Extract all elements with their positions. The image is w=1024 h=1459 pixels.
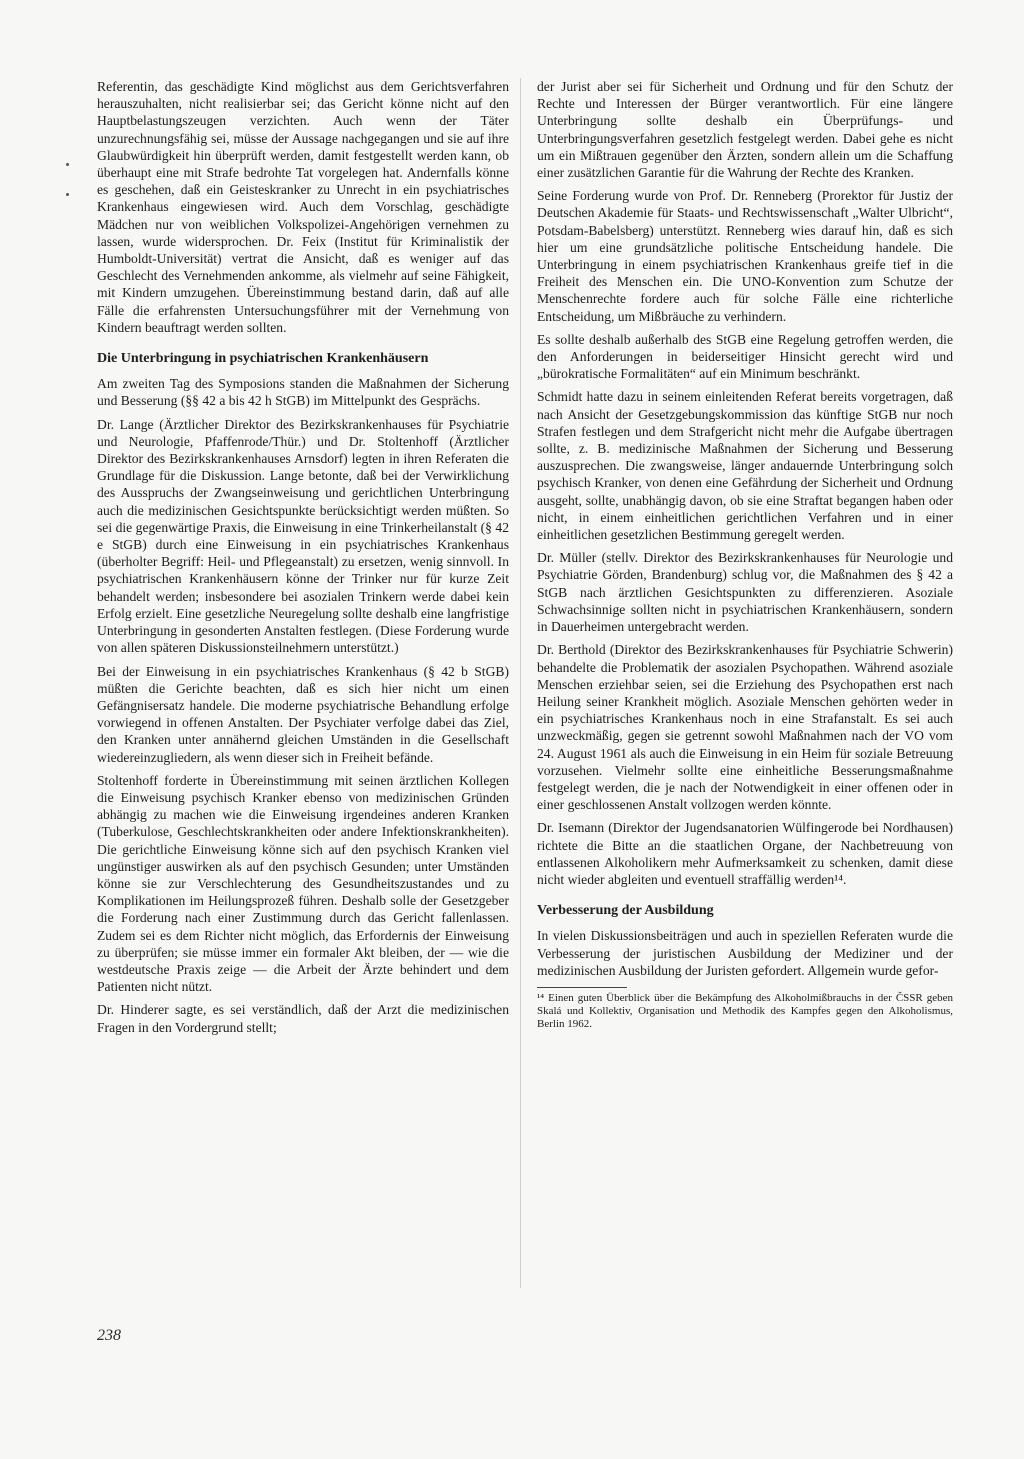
paragraph: Seine Forderung wurde von Prof. Dr. Renneberg (Prorektor für Justiz der Deutschen Akademie für Staats- und Rechtswissenschaft „Walter Ulbricht“, Potsdam-Babelsberg) unterstützt. Renneberg wies darauf hin, daß es sich hier um eine grundsätzliche politische Entscheidung handele. Die Unterbringung in einem psychiatrischen Krankenhaus greife tief in die Freiheit des Menschen ein. Die UNO-Konvention zum Schutze der Menschenrechte fordere auch für solche Fälle eine richterliche Entscheidung, um Mißbräuche zu verhindern. [537,188,953,324]
paragraph: der Jurist aber sei für Sicherheit und Ordnung und für den Schutz der Rechte und Interessen der Bürger verantwortlich. Für eine längere Unterbringung sollte deshalb ein Überprüfungs- und Unterbringungsverfahren gesetzlich festgelegt werden. Dabei gehe es nicht um ein Mißtrauen gegenüber den Ärzten, sondern allein um die Schaffung einer zusätzlichen Garantie für die Wahrung der Rechte des Kranken. [537,79,953,181]
page-number: 238 [97,1327,121,1344]
margin-mark [66,163,69,166]
paragraph: Dr. Müller (stellv. Direktor des Bezirkskrankenhauses für Neurologie und Psychiatrie Görden, Brandenburg) schlug vor, die Maßnahmen des § 42 a StGB nach ärztlichen Gesichtspunkten zu differenzieren. Asoziale Schwachsinnige sollten nicht in psychiatrischen Krankenhäusern, sondern in Dauerheimen untergebracht werden. [537,550,953,635]
paragraph: Bei der Einweisung in ein psychiatrisches Krankenhaus (§ 42 b StGB) müßten die Gerichte beachten, daß es sich hier nicht um einen Gefängnisersatz handele. Die moderne psychiatrische Behandlung erfolge vorwiegend in offenen Anstalten. Der Psychiater verfolge dabei das Ziel, den Kranken unter annähernd gleichen Umständen in die Gesellschaft wiedereinzugliedern, als wenn dieser sich in Freiheit befände. [97,663,509,765]
paragraph: Dr. Berthold (Direktor des Bezirkskrankenhauses für Psychiatrie Schwerin) behandelte die Problematik der asozialen Psychopathen. Während asoziale Menschen erziehbar seien, sei die Erziehung des Psychopathen erst nach Heilung seiner Krankheit möglich. Asoziale Menschen gehörten weder in ein psychiatrisches Krankenhaus noch in eine Strafanstalt. Es sei auch unzweckmäßig, gegen sie getrennt sowohl Maßnahmen nach der VO vom 24. August 1961 als auch die Einweisung in ein Heim für soziale Betreuung vorzusehen. Vielmehr sollte eine einheitliche Besserungsmaßnahme festgelegt werden, die je nach der Notwendigkeit in einer offenen oder in einer geschlossenen Anstalt vollzogen werden könnte. [537,642,953,813]
section-heading: Die Unterbringung in psychiatrischen Krankenhäusern [97,351,429,367]
paragraph: Dr. Lange (Ärztlicher Direktor des Bezirkskrankenhauses für Psychiatrie und Neurologie, Pfaffenrode/Thür.) und Dr. Stoltenhoff (Ärztlicher Direktor des Bezirkskrankenhauses Arnsdorf) legten in ihren Referaten die Grundlage für die Diskussion. Lange betonte, daß bei der Verwirklichung des Ausspruchs der Zwangseinweisung und gerichtlichen Unterbringung auch die medizinischen Gesichtspunkte berücksichtigt werden müßten. So sei die gegenwärtige Praxis, die Einweisung in eine Trinkerheilanstalt (§ 42 e StGB) durch eine Einweisung in ein psychiatrisches Krankenhaus (überholter Begriff: Heil- und Pflegeanstalt) zu ersetzen, wenig sinnvoll. In psychiatrischen Krankenhäusern könne der Trinker nur für kurze Zeit behandelt werden; insbesondere bei asozialen Trinkern werde dabei kein Erfolg erzielt. Eine gesetzliche Neuregelung sollte deshalb eine langfristige Unterbringung in gesonderten Anstalten festlegen. (Diese Forderung wurde von allen späteren Diskussionsteilnehmern unterstützt.) [97,416,509,656]
paragraph: Dr. Isemann (Direktor der Jugendsanatorien Wülfingerode bei Nordhausen) richtete die Bitte an die staatlichen Organe, der Nachbetreuung von entlassenen Alkoholikern mehr Aufmerksamkeit zu schenken, damit diese nicht wieder abgleiten und eventuell straffällig werden¹⁴. [537,820,953,887]
paragraph: Dr. Hinderer sagte, es sei verständlich, daß der Arzt die medizinischen Fragen in den Vordergrund stellt; [97,1002,509,1035]
section-heading: Verbesserung der Ausbildung [537,903,714,919]
footnote-rule [537,987,627,988]
paragraph: Schmidt hatte dazu in seinem einleitenden Referat bereits vorgetragen, daß nach Ansicht der Gesetzgebungskommission das künftige StGB nur noch Strafen festlegen und dem Strafgericht nicht mehr die Aufgabe übertragen sollte, z. B. medizinische Maßnahmen der Sicherung und Besserung auszusprechen. Die zwangsweise, länger andauernde Unterbringung solch psychisch Kranker, von denen eine Gefährdung der Sicherheit und Ordnung ausgeht, sollte, unabhängig davon, ob sie eine Straftat begangen haben oder nicht, in einem einheitlichen gerichtlichen Verfahren und in einer einheitlichen gesetzlichen Bestimmung geregelt werden. [537,389,953,543]
right-column [537,78,953,1037]
paragraph: In vielen Diskussionsbeiträgen und auch in speziellen Referaten wurde die Verbesserung der juristischen Ausbildung der Mediziner und der medizinischen Ausbildung der Juristen gefordert. Allgemein wurde gefor- [537,928,953,978]
paragraph: Referentin, das geschädigte Kind möglichst aus dem Gerichtsverfahren herauszuhalten, nicht realisierbar sei; das Gericht könne nicht auf den Hauptbelastungszeugen verzichten. Auch wenn der Täter unzurechnungsfähig sei, müsse der Aussage nachgegangen und sie auf ihre Glaubwürdigkeit hin überprüft werden, damit festgestellt werden kann, ob überhaupt eine mit Strafe bedrohte Tat vorgelegen hat. Andernfalls könne es geschehen, daß ein Geisteskranker zu Unrecht in ein psychiatrisches Krankenhaus eingewiesen wird. Auch dem Vorschlag, geschädigte Mädchen nur von weiblichen Volkspolizei-Angehörigen vernehmen zu lassen, wurde widersprochen. Dr. Feix (Institut für Kriminalistik der Humboldt-Universität) vertrat die Ansicht, daß es weniger auf das Geschlecht des Vernehmenden ankomme, als vielmehr auf seine Fähigkeit, mit Kindern umzugehen. Übereinstimmung bestand darin, daß auf alle Fälle die erfahrensten Untersuchungsführer mit der Vernehmung von Kindern beauftragt werden sollten. [97,79,509,335]
margin-mark [66,193,69,196]
paragraph: Am zweiten Tag des Symposions standen die Maßnahmen der Sicherung und Besserung (§§ 42 a bis 42 h StGB) im Mittelpunkt des Gesprächs. [97,376,509,409]
left-column [97,78,509,1042]
column-divider [520,78,521,1288]
footnote: ¹⁴ Einen guten Überblick über die Bekämpfung des Alkoholmißbrauchs in der ČSSR geben Skalá und Kollektiv, Organisation und Methodik des Kampfes gegen den Alkoholismus, Berlin 1962. [537,991,953,1030]
paragraph: Stoltenhoff forderte in Übereinstimmung mit seinen ärztlichen Kollegen die Einweisung psychisch Kranker ebenso von medizinischen Gründen abhängig zu machen wie die Einweisung irgendeines anderen Kranken (Tuberkulose, Geschlechtskrankheiten oder andere Infektionskrankheiten). Die gerichtliche Einweisung könne sich auf den psychisch Kranken viel ungünstiger auswirken als auf den psychisch Gesunden; unter Umständen könne sie zur Verschlechterung des Gesundheitszustandes und zu Komplikationen im Heilungsprozeß führen. Deshalb solle der Gesetzgeber die Forderung nach einer Zustimmung durch das Gericht fallenlassen. Zudem sei es dem Richter nicht möglich, das Erfordernis der Einweisung zu überprüfen; sie müsse immer ein formaler Akt bleiben, der — wie die westdeutsche Praxis zeige — die Arbeit der Ärzte behindert und dem Patienten nicht nützt. [97,772,509,995]
paragraph: Es sollte deshalb außerhalb des StGB eine Regelung getroffen werden, die den Anforderungen in beiderseitiger Hinsicht gerecht wird und „bürokratische Formalitäten“ auf ein Minimum beschränkt. [537,331,953,382]
